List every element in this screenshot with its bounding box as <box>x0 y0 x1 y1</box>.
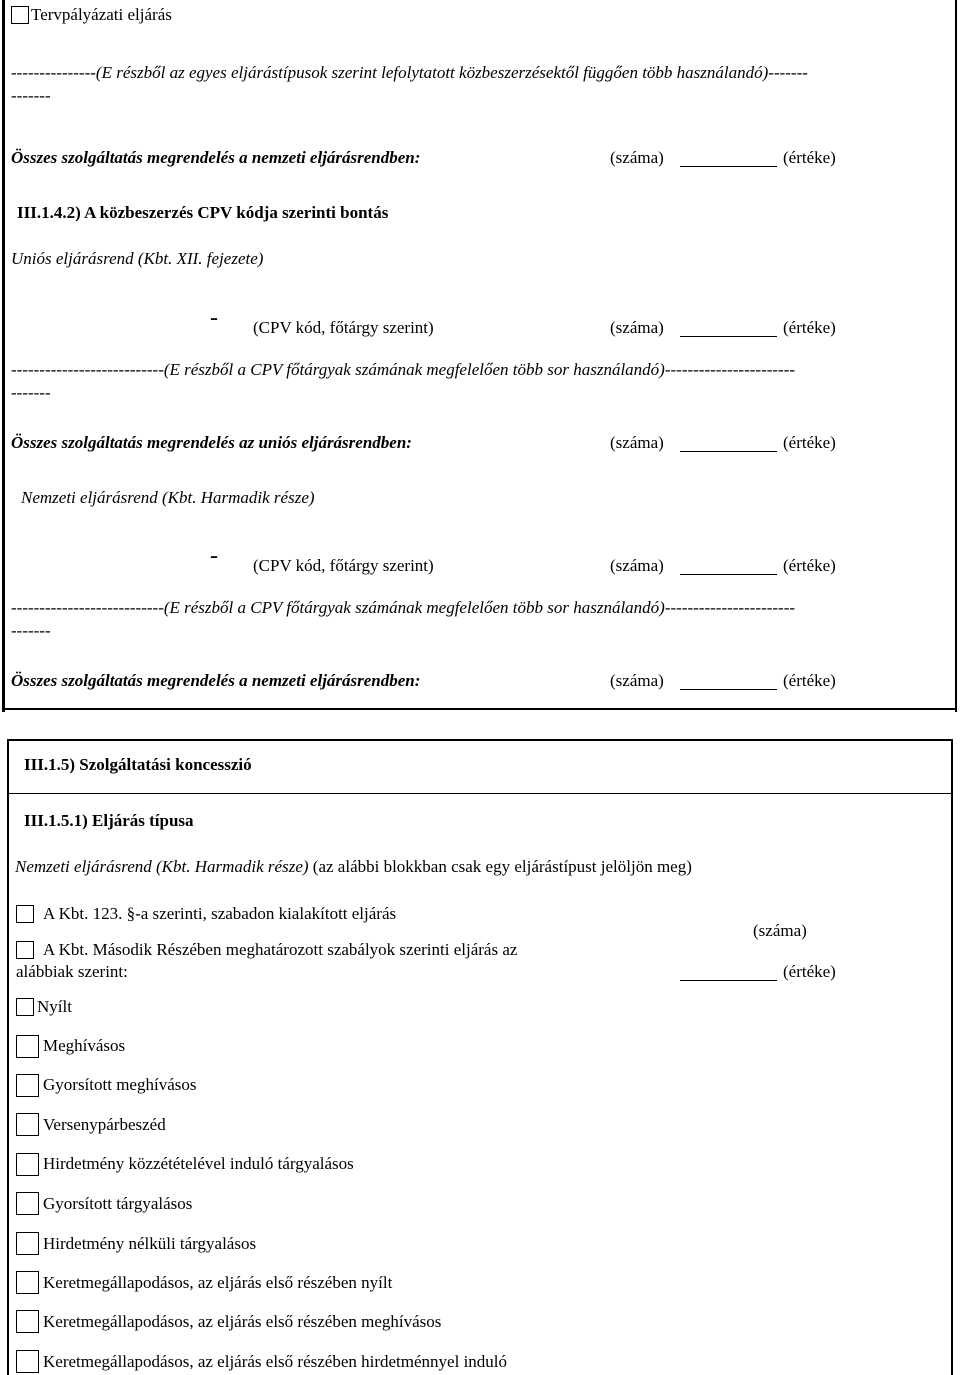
procedure-label: Gyorsított tárgyalásos <box>43 1194 193 1213</box>
value-blank[interactable] <box>680 980 777 981</box>
szama-label: (száma) <box>610 318 664 337</box>
box1-bottom-border <box>2 708 957 710</box>
procedure-checkbox[interactable] <box>16 1271 39 1294</box>
erteke-label: (értéke) <box>783 671 836 690</box>
repeat-cpv-note-line1: ---------------------------(E részből a CPV főtárgyak számának megfelelően több sor használandó)----------------------- <box>11 598 796 617</box>
erteke-label: (értéke) <box>783 433 836 452</box>
total-union-label: Összes szolgáltatás megrendelés az uniós eljárásrendben: <box>11 433 412 452</box>
concession-heading: III.1.5) Szolgáltatási koncesszió <box>24 755 252 774</box>
procedure-label: Versenypárbeszéd <box>43 1115 166 1134</box>
procedure-checkbox[interactable] <box>16 1232 39 1255</box>
value-blank[interactable] <box>680 451 777 452</box>
erteke-label: (értéke) <box>783 556 836 575</box>
opt-123-checkbox[interactable] <box>16 905 34 923</box>
procedure-checkbox[interactable] <box>16 1113 39 1136</box>
value-blank[interactable] <box>680 166 777 167</box>
procedure-label: Hirdetmény közzétételével induló tárgyalásos <box>43 1154 354 1173</box>
tervpalyazati-label: Tervpályázati eljárás <box>31 5 172 24</box>
szama-label: (száma) <box>753 921 807 940</box>
repeat-note-line1: ---------------(E részből az egyes eljárástípusok szerint lefolytatott közbeszerzésektől függően több használandó)------- <box>11 63 808 82</box>
national-regime-label: Nemzeti eljárásrend (Kbt. Harmadik része) <box>21 488 315 507</box>
national-regime-line <box>15 857 692 877</box>
union-regime-label: Uniós eljárásrend (Kbt. XII. fejezete) <box>11 249 264 268</box>
szama-label: (száma) <box>610 433 664 452</box>
box2-heading-divider <box>7 793 953 794</box>
procedure-label: Gyorsított meghívásos <box>43 1075 197 1094</box>
total-national-label: Összes szolgáltatás megrendelés a nemzeti eljárásrendben: <box>11 148 421 167</box>
procedure-label: Nyílt <box>37 997 72 1016</box>
opt-second-part-checkbox[interactable] <box>16 941 34 959</box>
procedure-checkbox[interactable] <box>16 1350 39 1373</box>
tervpalyazati-checkbox[interactable] <box>11 6 29 24</box>
opt-123-label: A Kbt. 123. §-a szerinti, szabadon kialakított eljárás <box>43 904 397 923</box>
procedure-checkbox[interactable] <box>16 1074 39 1097</box>
value-blank[interactable] <box>680 336 777 337</box>
szama-label: (száma) <box>610 671 664 690</box>
erteke-label: (értéke) <box>783 318 836 337</box>
opt-second-part-label: A Kbt. Második Részében meghatározott szabályok szerinti eljárás az <box>43 940 518 959</box>
instruction-text: (az alábbi blokkban csak egy eljárástípust jelöljön meg) <box>312 857 692 876</box>
value-blank[interactable] <box>680 689 777 690</box>
national-regime-label: Nemzeti eljárásrend (Kbt. Harmadik része) <box>15 857 309 876</box>
box1-left-border <box>2 0 5 712</box>
repeat-cpv-note-line1: ---------------------------(E részből a CPV főtárgyak számának megfelelően több sor használandó)----------------------- <box>11 360 796 379</box>
repeat-note-line2: ------- <box>11 86 51 105</box>
dash-bullet: - <box>210 543 218 569</box>
procedure-label: Keretmegállapodásos, az eljárás első részében nyílt <box>43 1273 393 1292</box>
procedure-checkbox[interactable] <box>16 1035 39 1058</box>
opt-second-part-label-cont: alábbiak szerint: <box>16 962 128 981</box>
procedure-checkbox[interactable] <box>16 1310 39 1333</box>
procedure-checkbox[interactable] <box>16 1192 39 1215</box>
procedure-label: Keretmegállapodásos, az eljárás első részében meghívásos <box>43 1312 442 1331</box>
szama-label: (száma) <box>610 148 664 167</box>
procedure-type-heading: III.1.5.1) Eljárás típusa <box>24 811 194 830</box>
dash-bullet: - <box>210 305 218 331</box>
cpv-row-label: (CPV kód, főtárgy szerint) <box>253 318 434 337</box>
procedure-label: Meghívásos <box>43 1036 126 1055</box>
box2-right-border <box>951 739 953 1375</box>
repeat-cpv-note-line2: ------- <box>11 621 51 640</box>
procedure-checkbox[interactable] <box>16 1153 39 1176</box>
szama-label: (száma) <box>610 556 664 575</box>
total-national2-label: Összes szolgáltatás megrendelés a nemzeti eljárásrendben: <box>11 671 421 690</box>
repeat-cpv-note-line2: ------- <box>11 383 51 402</box>
box2-left-border <box>7 739 9 1375</box>
cpv-row-label: (CPV kód, főtárgy szerint) <box>253 556 434 575</box>
procedure-checkbox[interactable] <box>16 998 34 1016</box>
procedure-label: Keretmegállapodásos, az eljárás első részében hirdetménnyel induló <box>43 1352 508 1371</box>
box1-right-border <box>955 0 957 712</box>
value-blank[interactable] <box>680 574 777 575</box>
erteke-label: (értéke) <box>783 962 836 981</box>
box2-top-border <box>7 739 953 741</box>
erteke-label: (értéke) <box>783 148 836 167</box>
cpv-heading: III.1.4.2) A közbeszerzés CPV kódja szerinti bontás <box>17 203 389 222</box>
procedure-label: Hirdetmény nélküli tárgyalásos <box>43 1234 257 1253</box>
